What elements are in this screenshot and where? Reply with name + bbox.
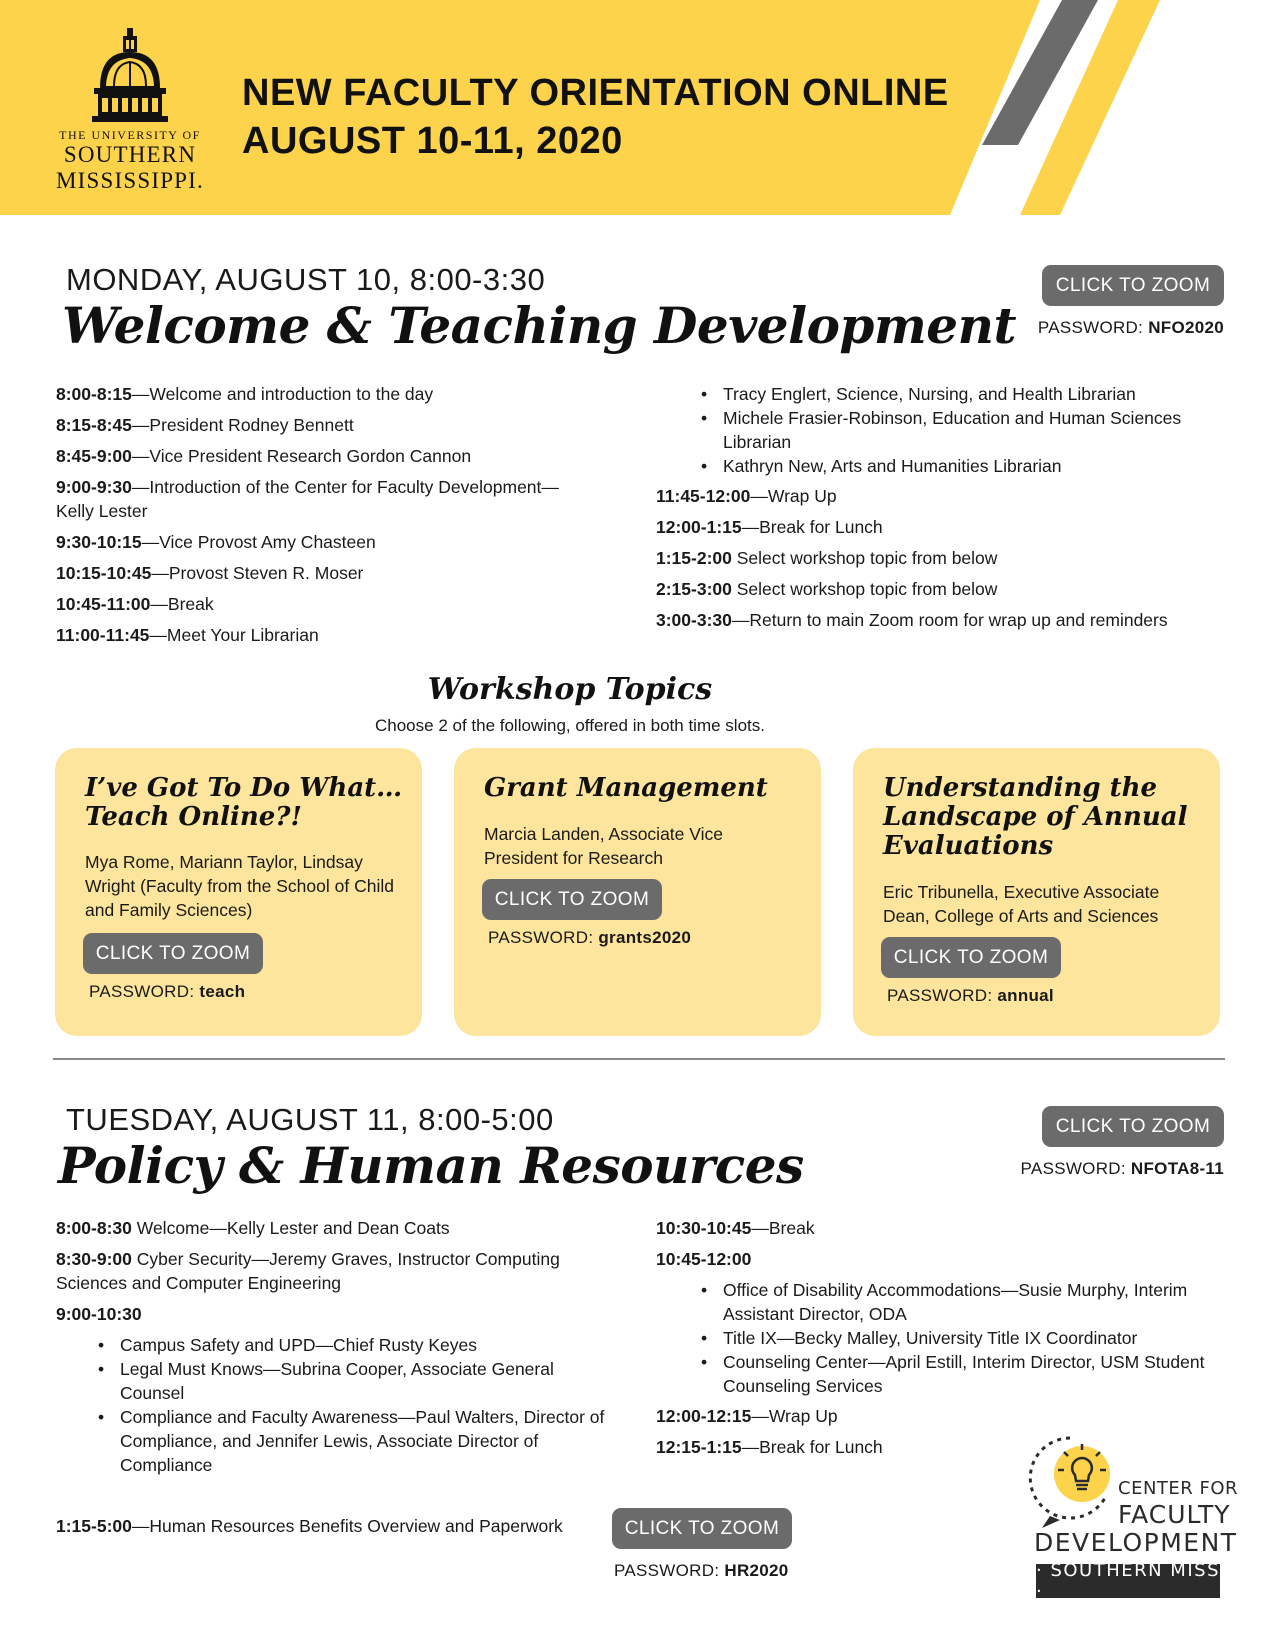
schedule-row: 10:45-11:00—Break — [56, 594, 214, 614]
workshop-title: Grant Management — [484, 773, 768, 803]
schedule-row: 9:00-9:30—Introduction of the Center for Faculty Development—Kelly Lester — [56, 477, 559, 521]
list-item: • Counseling Center—April Estill, Interim Director, USM Student Counseling Services — [701, 1350, 1226, 1398]
librarian-list — [656, 382, 1216, 478]
password-label: PASSWORD: — [1037, 318, 1144, 337]
tuesday-schedule-right — [656, 1216, 1226, 1466]
monday-schedule-left — [56, 382, 596, 654]
schedule-row: 10:45-12:00 — [656, 1249, 752, 1269]
workshop-title: Understanding the Landscape of Annual Evaluations — [883, 773, 1188, 861]
workshop-card-grant-management — [454, 748, 821, 1036]
workshop-heading: Workshop Topics — [427, 672, 713, 707]
workshop-title: I’ve Got To Do What… Teach Online?! — [85, 773, 403, 832]
tuesday-schedule-left — [56, 1216, 616, 1483]
lightbulb-icon — [1020, 1430, 1120, 1530]
tuesday-password — [1010, 1159, 1224, 1179]
list-item: • Michele Frasier-Robinson, Education and Human Sciences Librarian — [701, 406, 1216, 454]
schedule-row: 2:15-3:00 Select workshop topic from below — [656, 579, 998, 599]
schedule-row: 11:45-12:00—Wrap Up — [656, 486, 837, 506]
tuesday-zoom-button[interactable]: CLICK TO ZOOM — [1042, 1106, 1224, 1147]
workshop-password: PASSWORD: teach — [89, 982, 246, 1001]
monday-zoom-button[interactable]: CLICK TO ZOOM — [1042, 265, 1224, 306]
monday-session-title: Welcome & Teaching Development — [62, 296, 1017, 355]
password-value: NFO2020 — [1148, 318, 1224, 337]
cfd-line3: DEVELOPMENT — [1034, 1528, 1238, 1557]
cfd-line2: FACULTY — [1118, 1500, 1231, 1529]
workshop-card-annual-evaluations — [853, 748, 1220, 1036]
workshop-password: PASSWORD: annual — [887, 986, 1054, 1005]
list-item: • Tracy Englert, Science, Nursing, and Health Librarian — [701, 382, 1216, 406]
schedule-row: 10:30-10:45—Break — [656, 1218, 815, 1238]
schedule-row: 1:15-2:00 Select workshop topic from below — [656, 548, 998, 568]
workshop-presenters: Mya Rome, Mariann Taylor, Lindsay Wright (Faculty from the School of Child and Family Sciences) — [85, 852, 394, 920]
tuesday-day-line: TUESDAY, AUGUST 11, 8:00-5:00 — [66, 1102, 554, 1137]
schedule-row: 8:15-8:45—President Rodney Bennett — [56, 415, 354, 435]
university-name-small: THE UNIVERSITY OF — [59, 128, 201, 142]
hr-session-row: 1:15-5:00—Human Resources Benefits Overview and Paperwork — [56, 1516, 563, 1536]
monday-day-line: MONDAY, AUGUST 10, 8:00-3:30 — [66, 262, 546, 297]
schedule-row: 9:00-10:30 — [56, 1304, 142, 1324]
list-item: • Campus Safety and UPD—Chief Rusty Keyes — [98, 1333, 616, 1357]
schedule-row: 11:00-11:45—Meet Your Librarian — [56, 625, 319, 645]
workshop-subheading: Choose 2 of the following, offered in both time slots. — [375, 716, 765, 735]
list-item: • Compliance and Faculty Awareness—Paul Walters, Director of Compliance, and Jennifer Lewis, Associate Director of Compliance — [98, 1405, 616, 1477]
page-date: AUGUST 10-11, 2020 — [242, 120, 623, 162]
password-value: NFOTA8-11 — [1130, 1159, 1224, 1178]
workshop-card-teach-online — [55, 748, 422, 1036]
schedule-row: 12:00-1:15—Break for Lunch — [656, 517, 883, 537]
schedule-row: 3:00-3:30—Return to main Zoom room for wrap up and reminders — [656, 610, 1168, 630]
hr-password: PASSWORD: HR2020 — [614, 1561, 789, 1580]
hr-zoom-button[interactable]: CLICK TO ZOOM — [612, 1508, 792, 1549]
workshop-zoom-button[interactable]: CLICK TO ZOOM — [881, 937, 1061, 978]
cfd-line1: CENTER FOR — [1118, 1478, 1239, 1499]
workshop-zoom-button[interactable]: CLICK TO ZOOM — [482, 879, 662, 920]
workshop-password: PASSWORD: grants2020 — [488, 928, 692, 947]
workshop-presenters: Marcia Landen, Associate Vice President for Research — [484, 824, 723, 868]
schedule-row: 8:00-8:30 Welcome—Kelly Lester and Dean Coats — [56, 1218, 450, 1238]
university-dome-logo — [90, 28, 170, 124]
schedule-row: 8:00-8:15—Welcome and introduction to the day — [56, 384, 434, 404]
list-item: • Kathryn New, Arts and Humanities Librarian — [701, 454, 1216, 478]
schedule-row: 8:45-9:00—Vice President Research Gordon Cannon — [56, 446, 472, 466]
schedule-row: 10:15-10:45—Provost Steven R. Moser — [56, 563, 364, 583]
list-item: • Title IX—Becky Malley, University Title IX Coordinator — [701, 1326, 1226, 1350]
university-name-line2: MISSISSIPPI. — [56, 168, 204, 193]
cfd-badge: · SOUTHERN MISS · — [1036, 1560, 1220, 1602]
schedule-row: 8:30-9:00 Cyber Security—Jeremy Graves, Instructor Computing Sciences and Computer Engineering — [56, 1249, 560, 1293]
workshop-presenters: Eric Tribunella, Executive Associate Dean, College of Arts and Sciences — [883, 882, 1160, 926]
monday-schedule-right — [656, 382, 1216, 639]
schedule-row: 12:00-12:15—Wrap Up — [656, 1406, 838, 1426]
morning-session-list — [56, 1333, 616, 1477]
schedule-row: 9:30-10:15—Vice Provost Amy Chasteen — [56, 532, 376, 552]
tuesday-session-title: Policy & Human Resources — [58, 1136, 804, 1195]
section-divider — [53, 1058, 1225, 1060]
list-item: • Office of Disability Accommodations—Susie Murphy, Interim Assistant Director, ODA — [701, 1278, 1226, 1326]
page-title: NEW FACULTY ORIENTATION ONLINE — [242, 72, 949, 114]
late-session-list — [656, 1278, 1226, 1398]
password-label: PASSWORD: — [1020, 1159, 1126, 1178]
schedule-row: 12:15-1:15—Break for Lunch — [656, 1437, 883, 1457]
monday-password — [1010, 318, 1224, 338]
list-item: • Legal Must Knows—Subrina Cooper, Associate General Counsel — [98, 1357, 616, 1405]
university-name-line1: SOUTHERN — [63, 142, 197, 167]
workshop-zoom-button[interactable]: CLICK TO ZOOM — [83, 933, 263, 974]
